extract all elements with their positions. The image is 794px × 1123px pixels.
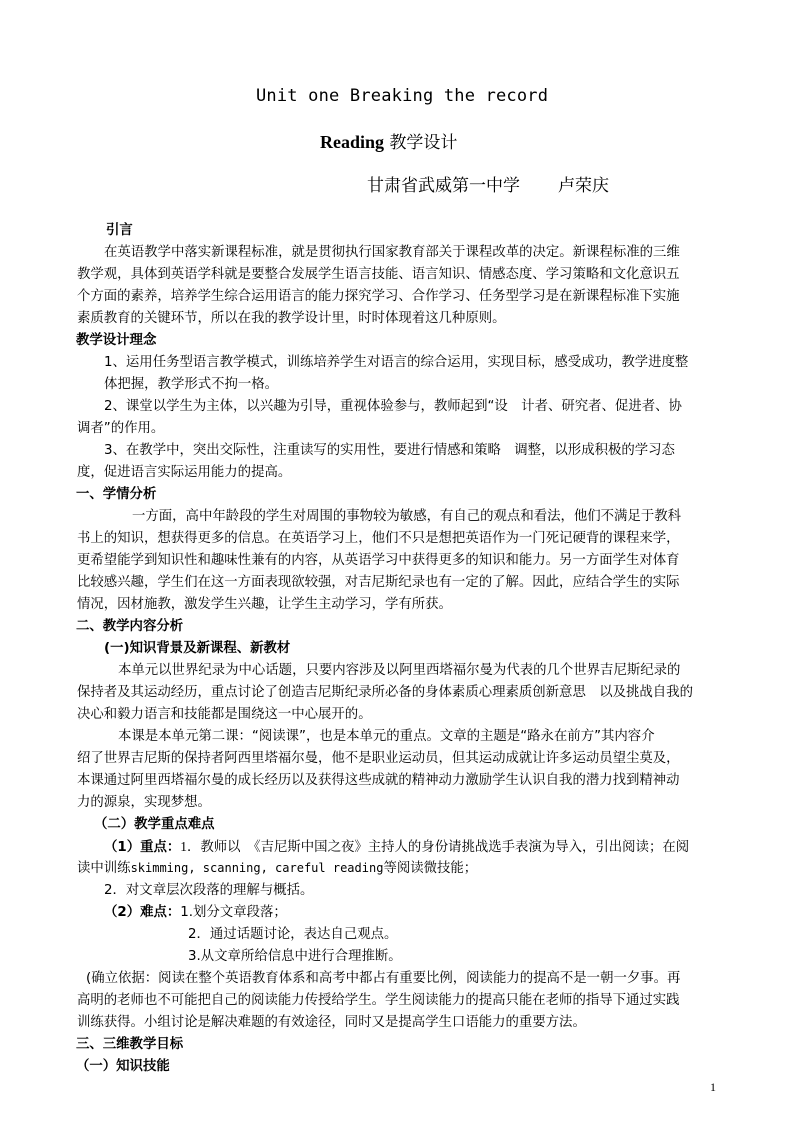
subtitle-teaching-design: 教学设计: [389, 133, 458, 153]
difficulty-text: 1.划分文章段落；: [180, 905, 287, 920]
paragraph-line: 调者”的作用。: [77, 421, 165, 436]
paragraph-line: 2．对文章层次段落的理解与概括。: [104, 883, 314, 898]
paragraph-line: 本课是本单元第二课：“阅读课”，也是本单元的重点。文章的主题是“路永在前方”其内容介: [118, 729, 655, 744]
subtitle-reading: Reading: [320, 132, 385, 152]
paragraph-line: 个方面的素养，培养学生综合运用语言的能力探究学习、合作学习、任务型学习是在新课程标准下实施: [77, 289, 680, 304]
subheading-key-points: （二）教学重点难点: [94, 817, 215, 832]
paragraph-line: 教学观，具体到英语学科就是要整合发展学生语言技能、语言知识、情感态度、学习策略和文化意识五: [77, 267, 680, 282]
paragraph-line: [77, 859, 477, 878]
page-number: 1: [710, 1080, 716, 1094]
paragraph-line: 高明的老师也不可能把自己的阅读能力传授给学生。学生阅读能力的提高只能在老师的指导下通过实践: [77, 993, 680, 1008]
key-point-text: 1．教师以 《吉尼斯中国之夜》主持人的身份请挑战选手表演为导入，引出阅读；在阅: [180, 839, 690, 854]
paragraph-line: 1、运用任务型语言教学模式，训练培养学生对语言的综合运用，实现目标，感受成功，教学进度整: [104, 355, 689, 370]
paragraph-line: 本单元以世界纪录为中心话题，只要内容涉及以阿里西塔福尔曼为代表的几个世界吉尼斯纪录的: [118, 663, 681, 678]
paragraph-line: 在英语教学中落实新课程标准，就是贯彻执行国家教育部关于课程改革的决定。新课程标准的三维: [104, 245, 680, 260]
author-name: 卢荣庆: [558, 176, 609, 196]
heading-introduction: 引言: [106, 223, 133, 238]
paragraph-line: 力的源泉，实现梦想。: [77, 795, 211, 810]
paragraph-line: 更希望能学到知识性和趣味性兼有的内容，从英语学习中获得更多的知识和能力。另一方面学生对体育: [77, 553, 680, 568]
heading-design-concept: 教学设计理念: [76, 333, 157, 348]
heading-teaching-goals: 三、三维教学目标: [76, 1037, 184, 1052]
paragraph-line: (确立依据：阅读在整个英语教育体系和高考中都占有重要比例，阅读能力的提高不是一朝一夕事。再: [86, 971, 681, 986]
paragraph-line: 素质教育的关键环节，所以在我的教学设计里，时时体现着这几种原则。: [77, 311, 506, 326]
key-point-label: （1）重点：: [104, 840, 181, 855]
paragraph-line: 绍了世界吉尼斯的保持者阿西里塔福尔曼，他不是职业运动员，但其运动成就让许多运动员望尘莫及，: [77, 751, 680, 766]
difficulty-line: [104, 903, 287, 922]
paragraph-line: 2．通过话题讨论，表达自己观点。: [188, 927, 398, 942]
document-subtitle: [320, 128, 457, 153]
key-point-line: [104, 837, 689, 857]
paragraph-line: 3、在教学中，突出交际性，注重读写的实用性，要进行情感和策略 调整，以形成积极的学习态: [104, 443, 675, 458]
subheading-knowledge-background: (一)知识背景及新课程、新教材: [104, 641, 291, 656]
author-line: [367, 171, 609, 196]
school-name: 甘肃省武威第一中学: [367, 176, 520, 196]
paragraph-line: 体把握，教学形式不拘一格。: [104, 377, 279, 392]
subheading-knowledge-skills: （一）知识技能: [76, 1059, 170, 1074]
document-title: Unit one Breaking the record: [256, 86, 549, 106]
paragraph-line: 决心和毅力语言和技能都是围绕这一中心展开的。: [77, 707, 372, 722]
heading-content-analysis: 二、教学内容分析: [76, 619, 184, 634]
skills-english: skimming, scanning, careful reading: [130, 861, 384, 875]
paragraph-line: 2、课堂以学生为主体，以兴趣为引导，重视体验参与，教师起到“设 计者、研究者、促进者、协: [104, 399, 682, 414]
difficulty-label: （2）难点：: [104, 905, 181, 920]
paragraph-line: 3.从文章所给信息中进行合理推断。: [188, 949, 402, 964]
text-segment: 读中训练: [77, 861, 131, 876]
paragraph-line: 度，促进语言实际运用能力的提高。: [77, 465, 292, 480]
paragraph-line: 一方面，高中年龄段的学生对周围的事物较为敏感，有自己的观点和看法，他们不满足于教科: [132, 509, 682, 524]
text-segment: 等阅读微技能；: [383, 861, 478, 876]
paragraph-line: 训练获得。小组讨论是解决难题的有效途径，同时又是提高学生口语能力的重要方法。: [77, 1015, 586, 1030]
heading-student-analysis: 一、学情分析: [76, 487, 157, 502]
paragraph-line: 保持者及其运动经历，重点讨论了创造吉尼斯纪录所必备的身体素质心理素质创新意思 以及挑战自我的: [77, 685, 693, 700]
paragraph-line: 本课通过阿里西塔福尔曼的成长经历以及获得这些成就的精神动力激励学生认识自我的潜力找到精神动: [77, 773, 680, 788]
paragraph-line: 情况，因材施教，激发学生兴趣，让学生主动学习，学有所获。: [77, 597, 452, 612]
paragraph-line: 比较感兴趣，学生们在这一方面表现欲较强，对吉尼斯纪录也有一定的了解。因此，应结合学生的实际: [77, 575, 680, 590]
paragraph-line: 书上的知识，想获得更多的信息。在英语学习上，他们不只是想把英语作为一门死记硬背的课程来学，: [77, 531, 680, 546]
